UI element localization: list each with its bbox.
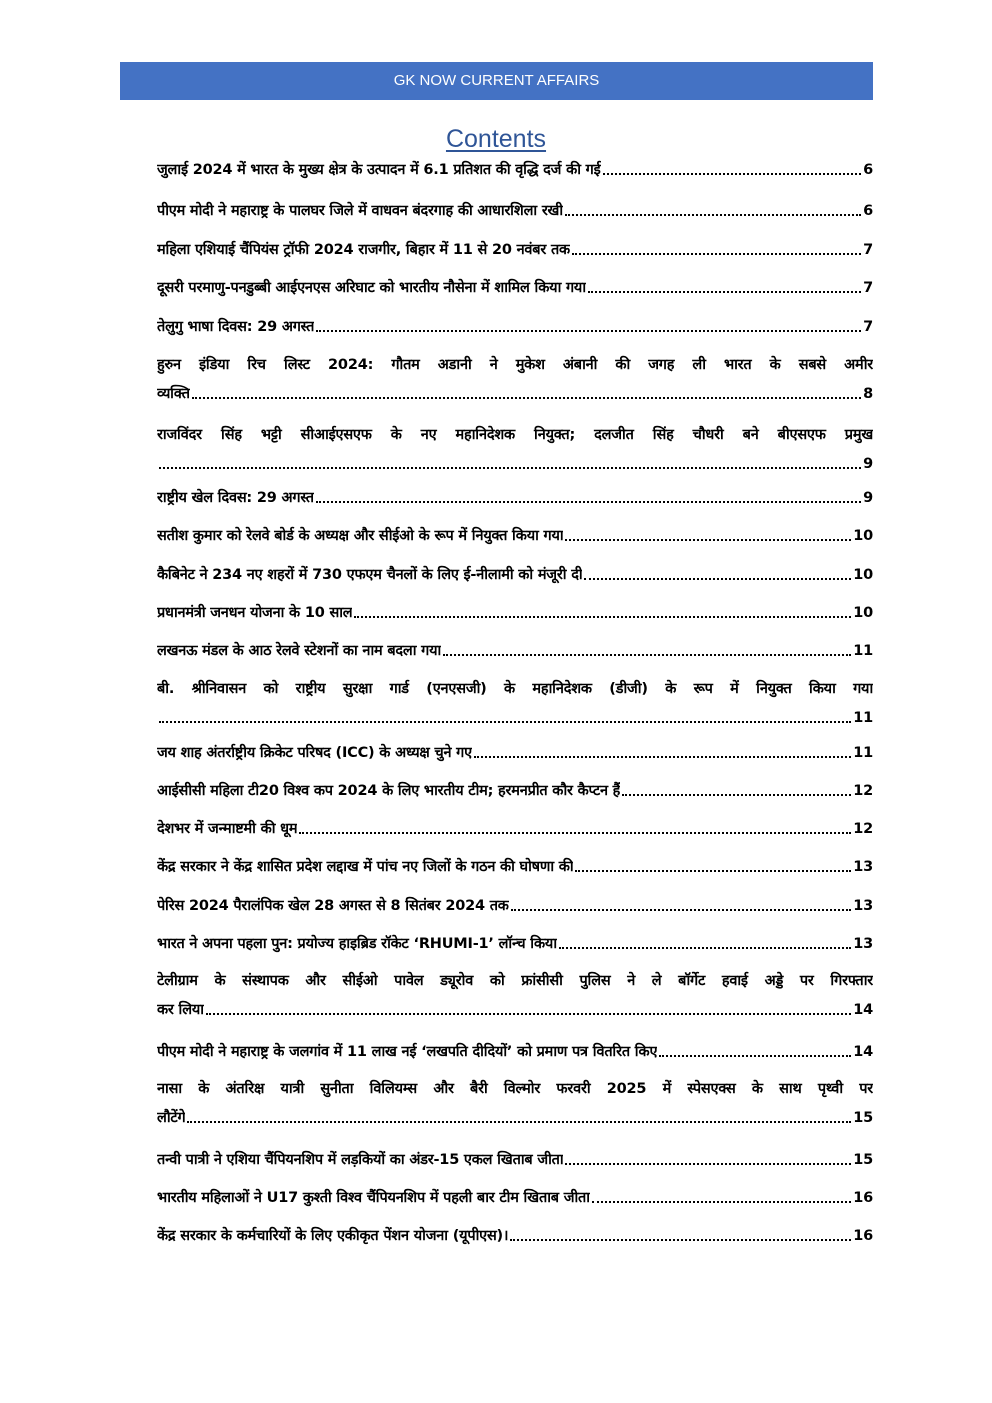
toc-entry-text: नासा के अंतरिक्ष यात्री सुनीता विलियम्स और बैरी विल्मोर फरवरी 2025 में स्पेसएक्स के साथ पृथ्वी पर bbox=[157, 1081, 873, 1097]
dot-leader bbox=[354, 616, 851, 618]
toc-entry[interactable] bbox=[157, 743, 873, 763]
toc-entry-page: 11 bbox=[853, 745, 873, 761]
toc-entry-page: 12 bbox=[853, 783, 873, 799]
contents-heading: Contents bbox=[445, 125, 547, 153]
toc-entry[interactable] bbox=[157, 317, 873, 337]
dot-leader bbox=[299, 832, 851, 834]
toc-entry-page: 16 bbox=[853, 1190, 873, 1206]
toc-entry-text-cont: लौटेंगे bbox=[157, 1110, 186, 1126]
toc-entry-text: जय शाह अंतर्राष्ट्रीय क्रिकेट परिषद (ICC) के अध्यक्ष चुने गए bbox=[157, 745, 472, 761]
toc-entry-text: पीएम मोदी ने महाराष्ट्र के पालघर जिले में वाधवन बंदरगाह की आधारशिला रखी bbox=[157, 203, 563, 219]
toc-entry[interactable] bbox=[157, 857, 873, 877]
toc-entry[interactable] bbox=[157, 1079, 873, 1128]
toc-entry-text: तन्वी पात्री ने एशिया चैंपियनशिप में लड़कियों का अंडर-15 एकल खिताब जीता bbox=[157, 1152, 564, 1168]
toc-entry-page: 13 bbox=[853, 859, 873, 875]
toc-entry[interactable] bbox=[157, 1150, 873, 1170]
toc-entry[interactable] bbox=[157, 565, 873, 585]
toc-entry-page: 11 bbox=[853, 710, 873, 726]
toc-entry-text: पेरिस 2024 पैरालंपिक खेल 28 अगस्त से 8 सितंबर 2024 तक bbox=[157, 898, 509, 914]
toc-entry-page: 9 bbox=[863, 490, 873, 506]
toc-entry-text: पीएम मोदी ने महाराष्ट्र के जलगांव में 11 लाख नई ‘लखपति दीदियों’ को प्रमाण पत्र वितरित किए bbox=[157, 1044, 658, 1060]
dot-leader bbox=[622, 794, 851, 796]
toc-entry[interactable] bbox=[157, 641, 873, 661]
toc-entry[interactable] bbox=[157, 488, 873, 508]
toc-entry-page: 15 bbox=[853, 1110, 873, 1126]
toc-entry-page: 7 bbox=[863, 242, 873, 258]
dot-leader bbox=[559, 947, 851, 949]
toc-entry[interactable] bbox=[157, 160, 873, 180]
dot-leader bbox=[159, 467, 861, 469]
dot-leader bbox=[659, 1055, 851, 1057]
toc-entry-page: 16 bbox=[853, 1228, 873, 1244]
toc-entry[interactable] bbox=[157, 1188, 873, 1208]
toc-entry-text: दूसरी परमाणु-पनडुब्बी आईएनएस अरिघाट को भारतीय नौसेना में शामिल किया गया bbox=[157, 280, 586, 296]
toc-entry-text: प्रधानमंत्री जनधन योजना के 10 साल bbox=[157, 605, 353, 621]
dot-leader bbox=[592, 1201, 851, 1203]
toc-entry[interactable] bbox=[157, 971, 873, 1020]
header-title: GK NOW CURRENT AFFAIRS bbox=[393, 72, 600, 89]
toc-entry-text: सतीश कुमार को रेलवे बोर्ड के अध्यक्ष और सीईओ के रूप में नियुक्त किया गया bbox=[157, 528, 564, 544]
dot-leader bbox=[575, 870, 851, 872]
toc-entry[interactable] bbox=[157, 526, 873, 546]
dot-leader bbox=[192, 397, 861, 399]
toc-entry[interactable] bbox=[157, 1042, 873, 1062]
toc-entry-text-cont: व्यक्ति bbox=[157, 386, 190, 402]
toc-entry-page: 13 bbox=[853, 898, 873, 914]
toc-entry-page: 12 bbox=[853, 821, 873, 837]
toc-entry-text: हुरुन इंडिया रिच लिस्ट 2024: गौतम अडानी ने मुकेश अंबानी की जगह ली भारत के सबसे अमीर bbox=[157, 357, 873, 373]
toc-entry-text: भारतीय महिलाओं ने U17 कुश्ती विश्व चैंपियनशिप में पहली बार टीम खिताब जीता bbox=[157, 1190, 590, 1206]
toc-entry-page: 14 bbox=[853, 1044, 873, 1060]
toc-entry-page: 10 bbox=[853, 567, 873, 583]
toc-entry[interactable] bbox=[157, 603, 873, 623]
toc-entry-text: जुलाई 2024 में भारत के मुख्य क्षेत्र के उत्पादन में 6.1 प्रतिशत की वृद्धि दर्ज की गई bbox=[157, 162, 601, 178]
toc-entry[interactable] bbox=[157, 201, 873, 221]
dot-leader bbox=[159, 721, 851, 723]
toc-entry-page: 14 bbox=[853, 1002, 873, 1018]
dot-leader bbox=[187, 1121, 851, 1123]
toc-entry-text: भारत ने अपना पहला पुन: प्रयोज्य हाइब्रिड रॉकेट ‘RHUMI-1’ लॉन्च किया bbox=[157, 936, 557, 952]
toc-entry-text: टेलीग्राम के संस्थापक और सीईओ पावेल ड्यूरोव को फ्रांसीसी पुलिस ने ले बॉर्गेट हवाई अड्डे पर गिरफ्तार bbox=[157, 973, 873, 989]
toc-entry-page: 7 bbox=[863, 280, 873, 296]
dot-leader bbox=[584, 578, 851, 580]
toc-entry-text: देशभर में जन्माष्टमी की धूम bbox=[157, 821, 298, 837]
dot-leader bbox=[474, 756, 851, 758]
dot-leader bbox=[443, 654, 851, 656]
toc-entry-text: लखनऊ मंडल के आठ रेलवे स्टेशनों का नाम बदला गया bbox=[157, 643, 442, 659]
dot-leader bbox=[316, 330, 861, 332]
toc-entry-text: केंद्र सरकार ने केंद्र शासित प्रदेश लद्दाख में पांच नए जिलों के गठन की घोषणा की bbox=[157, 859, 574, 875]
dot-leader bbox=[511, 909, 851, 911]
toc-entry-text-cont: कर लिया bbox=[157, 1002, 204, 1018]
toc-entry-page: 10 bbox=[853, 528, 873, 544]
toc-entry[interactable] bbox=[157, 819, 873, 839]
toc-entry[interactable] bbox=[157, 896, 873, 916]
toc-entry-page: 6 bbox=[863, 162, 873, 178]
toc-entry-page: 7 bbox=[863, 319, 873, 335]
toc-entry[interactable] bbox=[157, 781, 873, 801]
toc-entry-text: तेलुगु भाषा दिवस: 29 अगस्त bbox=[157, 319, 315, 335]
toc-entry-text: बी. श्रीनिवासन को राष्ट्रीय सुरक्षा गार्ड (एनएसजी) के महानिदेशक (डीजी) के रूप में नियुक्त किया गया bbox=[157, 681, 873, 697]
toc-entry-page: 8 bbox=[863, 386, 873, 402]
dot-leader bbox=[316, 501, 861, 503]
toc-entry-text: राजविंदर सिंह भट्टी सीआईएसएफ के नए महानिदेशक नियुक्त; दलजीत सिंह चौधरी बने बीएसएफ प्रमुख bbox=[157, 427, 873, 443]
toc-entry[interactable] bbox=[157, 679, 873, 728]
dot-leader bbox=[510, 1239, 851, 1241]
toc-entry[interactable] bbox=[157, 934, 873, 954]
toc-entry[interactable] bbox=[157, 240, 873, 260]
dot-leader bbox=[565, 214, 861, 216]
dot-leader bbox=[572, 253, 861, 255]
dot-leader bbox=[565, 539, 851, 541]
toc-entry-text: केंद्र सरकार के कर्मचारियों के लिए एकीकृत पेंशन योजना (यूपीएस)। bbox=[157, 1228, 509, 1244]
toc-entry-text: राष्ट्रीय खेल दिवस: 29 अगस्त bbox=[157, 490, 314, 506]
dot-leader bbox=[588, 291, 861, 293]
toc-entry-text: कैबिनेट ने 234 नए शहरों में 730 एफएम चैनलों के लिए ई-नीलामी को मंजूरी दी bbox=[157, 567, 583, 583]
dot-leader bbox=[565, 1163, 851, 1165]
toc-entry-page: 6 bbox=[863, 203, 873, 219]
toc-entry-page: 10 bbox=[853, 605, 873, 621]
dot-leader bbox=[603, 173, 862, 175]
toc-entry-text: महिला एशियाई चैंपियंस ट्रॉफी 2024 राजगीर, बिहार में 11 से 20 नवंबर तक bbox=[157, 242, 570, 258]
toc-entry-page: 13 bbox=[853, 936, 873, 952]
toc-entry[interactable] bbox=[157, 425, 873, 474]
document-header-bar bbox=[120, 62, 873, 100]
toc-entry[interactable] bbox=[157, 1226, 873, 1246]
toc-entry-text: आईसीसी महिला टी20 विश्व कप 2024 के लिए भारतीय टीम; हरमनप्रीत कौर कैप्टन हैं bbox=[157, 783, 621, 799]
dot-leader bbox=[206, 1013, 851, 1015]
toc-entry-page: 11 bbox=[853, 643, 873, 659]
toc-entry[interactable] bbox=[157, 278, 873, 298]
toc-entry-page: 15 bbox=[853, 1152, 873, 1168]
toc-entry-page: 9 bbox=[863, 456, 873, 472]
toc-entry[interactable] bbox=[157, 355, 873, 404]
